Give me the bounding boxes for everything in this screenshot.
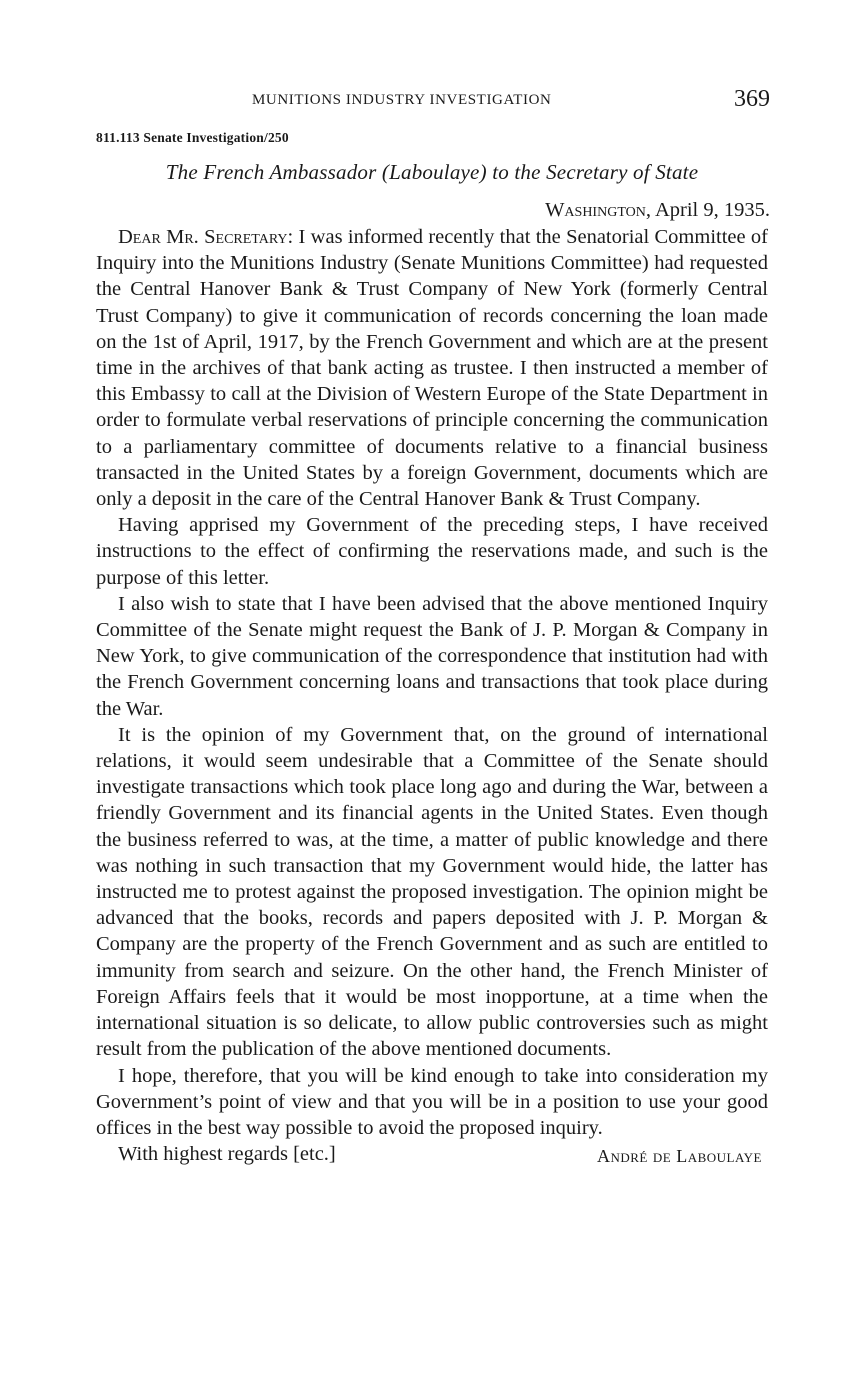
document-page bbox=[96, 86, 768, 1169]
complimentary-close: With highest regards [etc.] bbox=[118, 1143, 336, 1166]
running-title: MUNITIONS INDUSTRY INVESTIGATION bbox=[252, 92, 552, 108]
paragraph-5: I hope, therefore, that you will be kind enough to take into consideration my Government’s point of view and that you will be in a position to use your good offices in the best way possible to avoid the proposed inquiry. bbox=[96, 1064, 768, 1139]
paragraph-1 bbox=[96, 224, 768, 512]
paragraph-4: It is the opinion of my Government that, on the ground of international relations, it would seem undesirable that a Committee of the Senate should investigate transactions which took place long ago and during the War, between a friendly Government and its financial agents in the United States. Even though the business referred to was, at the time, a matter of public knowledge and there was nothing in such transaction that my Government would hide, the latter has instructed me to protest against the proposed investigation. The opinion might be advanced that the books, records and papers deposited with J. P. Morgan & Company are the property of the French Government and as such are entitled to immunity from search and seizure. On the other hand, the French Minister of Foreign Affairs feels that it would be most inopportune, at a time when the international situation is so delicate, to allow public controversies such as might result from the publication of the above mentioned documents. bbox=[96, 723, 768, 1061]
paragraph-3: I also wish to state that I have been advised that the above mentioned Inquiry Committee of the Senate might request the Bank of J. P. Morgan & Company in New York, to give communication of the correspondence that institution had with the French Government concerning loans and transactions that took place during the War. bbox=[96, 592, 768, 720]
signature: André de Laboulaye bbox=[596, 1146, 762, 1167]
dateline bbox=[96, 199, 770, 222]
salutation: Dear Mr. Secretary bbox=[118, 226, 288, 248]
dateline-place: Washington bbox=[545, 199, 646, 221]
page-number: 369 bbox=[734, 86, 770, 112]
dateline-date: , April 9, 1935. bbox=[645, 199, 770, 221]
document-title: The French Ambassador (Laboulaye) to the Secretary of State bbox=[165, 160, 699, 184]
paragraph-1-text: : I was informed recently that the Senatorial Committee of Inquiry into the Munitions Industry (Senate Munitions Committee) had requested the Central Hanover Bank & Trust Company of New York (formerly Central Trust Company) to give it communication of records concerning the loan made on the 1st of April, 1917, by the French Government and which are at the present time in the archives of that bank acting as trustee. I then instructed a member of this Embassy to call at the Division of Western Europe of the State Department in order to formulate verbal reservations of principle concerning the communication to a parliamentary committee of documents relative to a financial business transacted in the United States by a foreign Government, documents which are only a deposit in the care of the Central Hanover Bank & Trust Company. bbox=[96, 226, 768, 511]
letter-body bbox=[96, 224, 768, 1141]
file-number: 811.113 Senate Investigation/250 bbox=[96, 130, 289, 145]
paragraph-2: Having apprised my Government of the preceding steps, I have received instructions to the effect of confirming the reservations made, and such is the purpose of this letter. bbox=[96, 514, 768, 589]
running-header bbox=[96, 86, 768, 118]
closing-line bbox=[96, 1141, 768, 1169]
